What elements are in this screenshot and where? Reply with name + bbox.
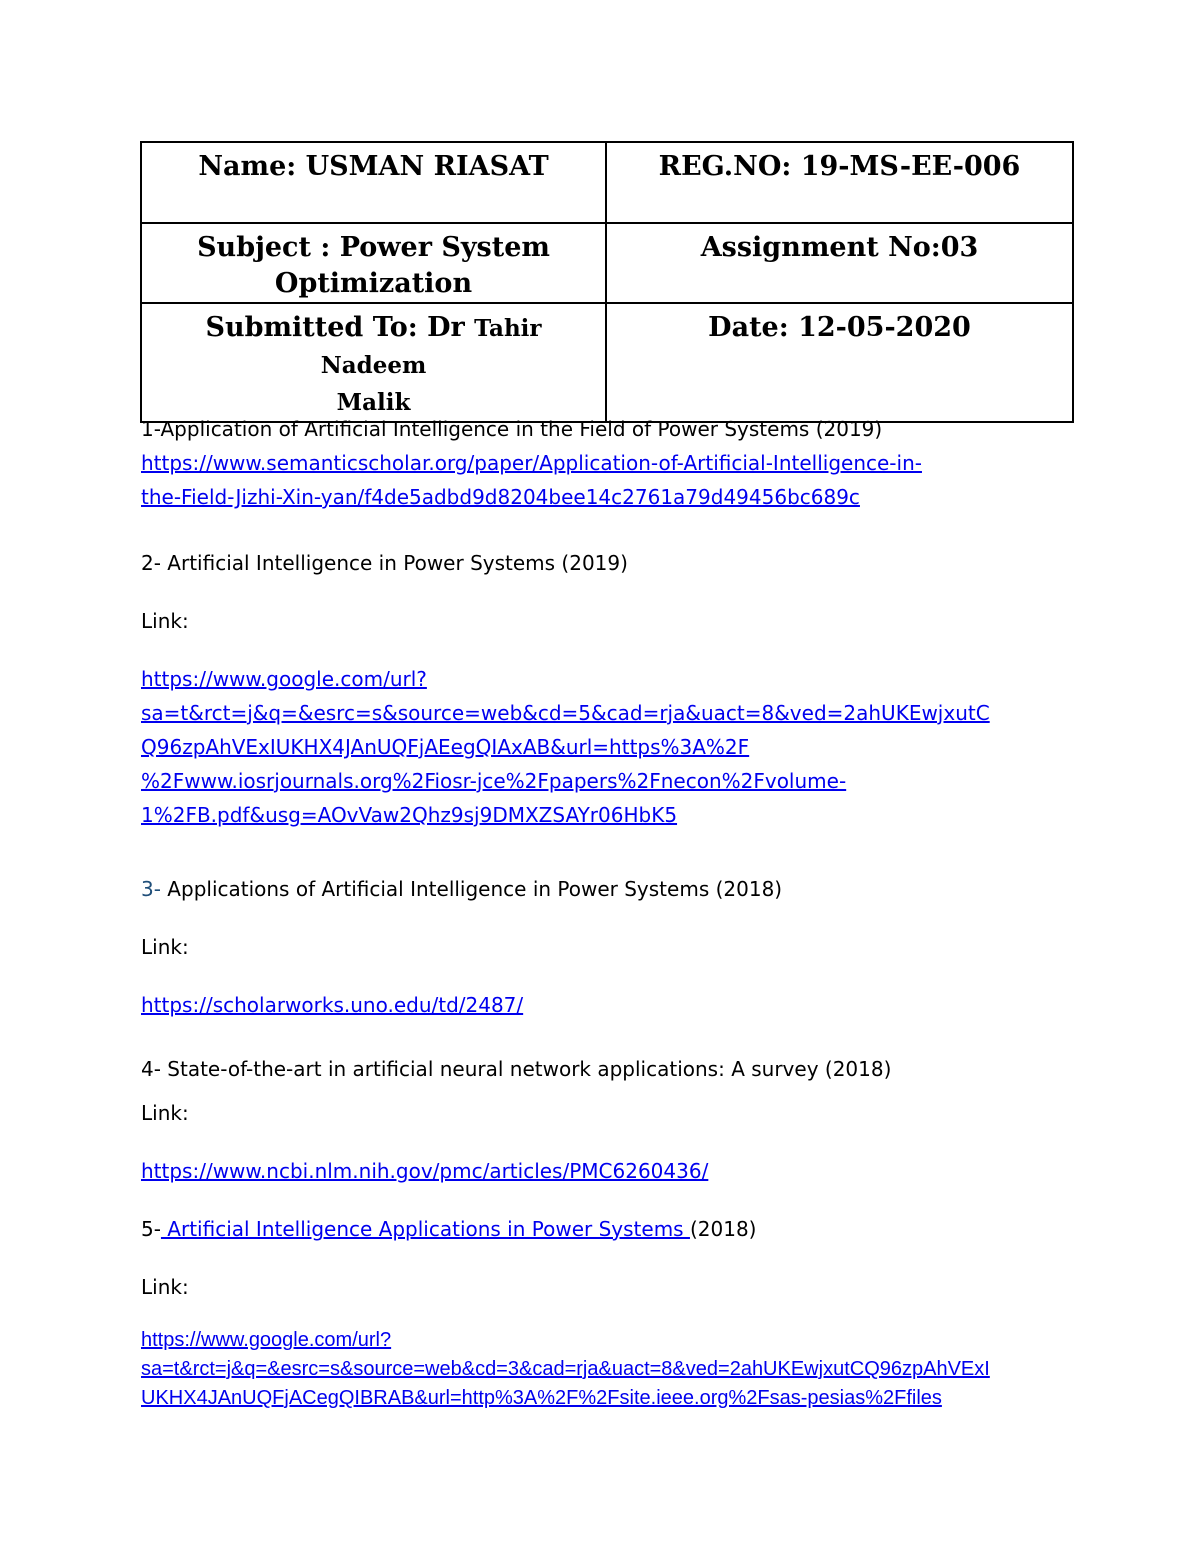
reg-no-cell (606, 142, 1073, 223)
reference-5-year: (2018) (689, 1217, 757, 1241)
reference-1-link-line-2[interactable]: the-Field-Jizhi-Xin-yan/f4de5adbd9d8204bee14c2761a79d49456bc689c (141, 485, 860, 509)
subject-cell (141, 223, 606, 303)
reference-3-link[interactable]: https://scholarworks.uno.edu/td/2487/ (141, 993, 524, 1017)
reference-2-link-line-5[interactable]: 1%2FB.pdf&usg=AOvVaw2Qhz9sj9DMXZSAYr06HbK5 (141, 803, 678, 827)
submitted-to-cell (141, 303, 606, 422)
subject-line-1: Subject : Power System (197, 232, 550, 263)
reference-5-title (141, 1212, 756, 1246)
reference-3-number: 3- (141, 877, 161, 901)
date-cell (606, 303, 1073, 422)
reference-1-title: 1-Application of Artificial Intelligence in the Field of Power Systems (2019) (141, 417, 883, 441)
registration-number: REG.NO: 19-MS-EE-006 (658, 151, 1021, 182)
reference-4-title: 4- State-of-the-art in artificial neural network applications: A survey (2018) (141, 1057, 892, 1081)
reference-5-link-line-2[interactable]: sa=t&rct=j&q=&esrc=s&source=web&cd=3&cad=rja&uact=8&ved=2ahUKEwjxutCQ96zpAhVExI (141, 1358, 990, 1380)
assignment-cell (606, 223, 1073, 303)
submitted-to-name: Tahir Nadeem (320, 315, 542, 379)
reference-5-title-link[interactable]: Artificial Intelligence Applications in Power Systems (160, 1217, 690, 1241)
reference-2-link-line-2[interactable]: sa=t&rct=j&q=&esrc=s&source=web&cd=5&cad=rja&uact=8&ved=2ahUKEwjxutC (141, 701, 990, 725)
reference-4-link[interactable]: https://www.ncbi.nlm.nih.gov/pmc/articles/PMC6260436/ (141, 1159, 709, 1183)
assignment-number: Assignment No:03 (700, 232, 979, 263)
header-info-table (140, 141, 1074, 423)
reference-2-link-label: Link: (141, 609, 189, 633)
reference-3-link-label: Link: (141, 935, 189, 959)
student-name: Name: USMAN RIASAT (198, 151, 549, 182)
reference-2-link-line-3[interactable]: Q96zpAhVExIUKHX4JAnUQFjAEegQIAxAB&url=https%3A%2F (141, 735, 750, 759)
reference-5-link-line-1[interactable]: https://www.google.com/url? (141, 1329, 392, 1351)
reference-2-link-line-1[interactable]: https://www.google.com/url? (141, 667, 427, 691)
reference-5-link-line-3[interactable]: UKHX4JAnUQFjACegQIBRAB&url=http%3A%2F%2Fsite.ieee.org%2Fsas-pesias%2Ffiles (141, 1387, 942, 1409)
reference-1-link-line-1[interactable]: https://www.semanticscholar.org/paper/Application-of-Artificial-Intelligence-in- (141, 451, 922, 475)
submitted-to-prefix: Submitted To: Dr (205, 312, 465, 343)
submission-date: Date: 12-05-2020 (708, 312, 971, 343)
reference-2-link-line-4[interactable]: %2Fwww.iosrjournals.org%2Fiosr-jce%2Fpapers%2Fnecon%2Fvolume- (141, 769, 847, 793)
student-name-cell (141, 142, 606, 223)
reference-5-number: 5- (141, 1217, 161, 1241)
reference-3-title (141, 872, 782, 906)
submitted-to-surname: Malik (336, 389, 411, 416)
reference-2-title: 2- Artificial Intelligence in Power Systems (2019) (141, 551, 628, 575)
subject-line-2: Optimization (274, 268, 473, 299)
reference-5-link-label: Link: (141, 1275, 189, 1299)
reference-3-title-text: Applications of Artificial Intelligence in Power Systems (2018) (160, 877, 783, 901)
reference-4-link-label: Link: (141, 1101, 189, 1125)
